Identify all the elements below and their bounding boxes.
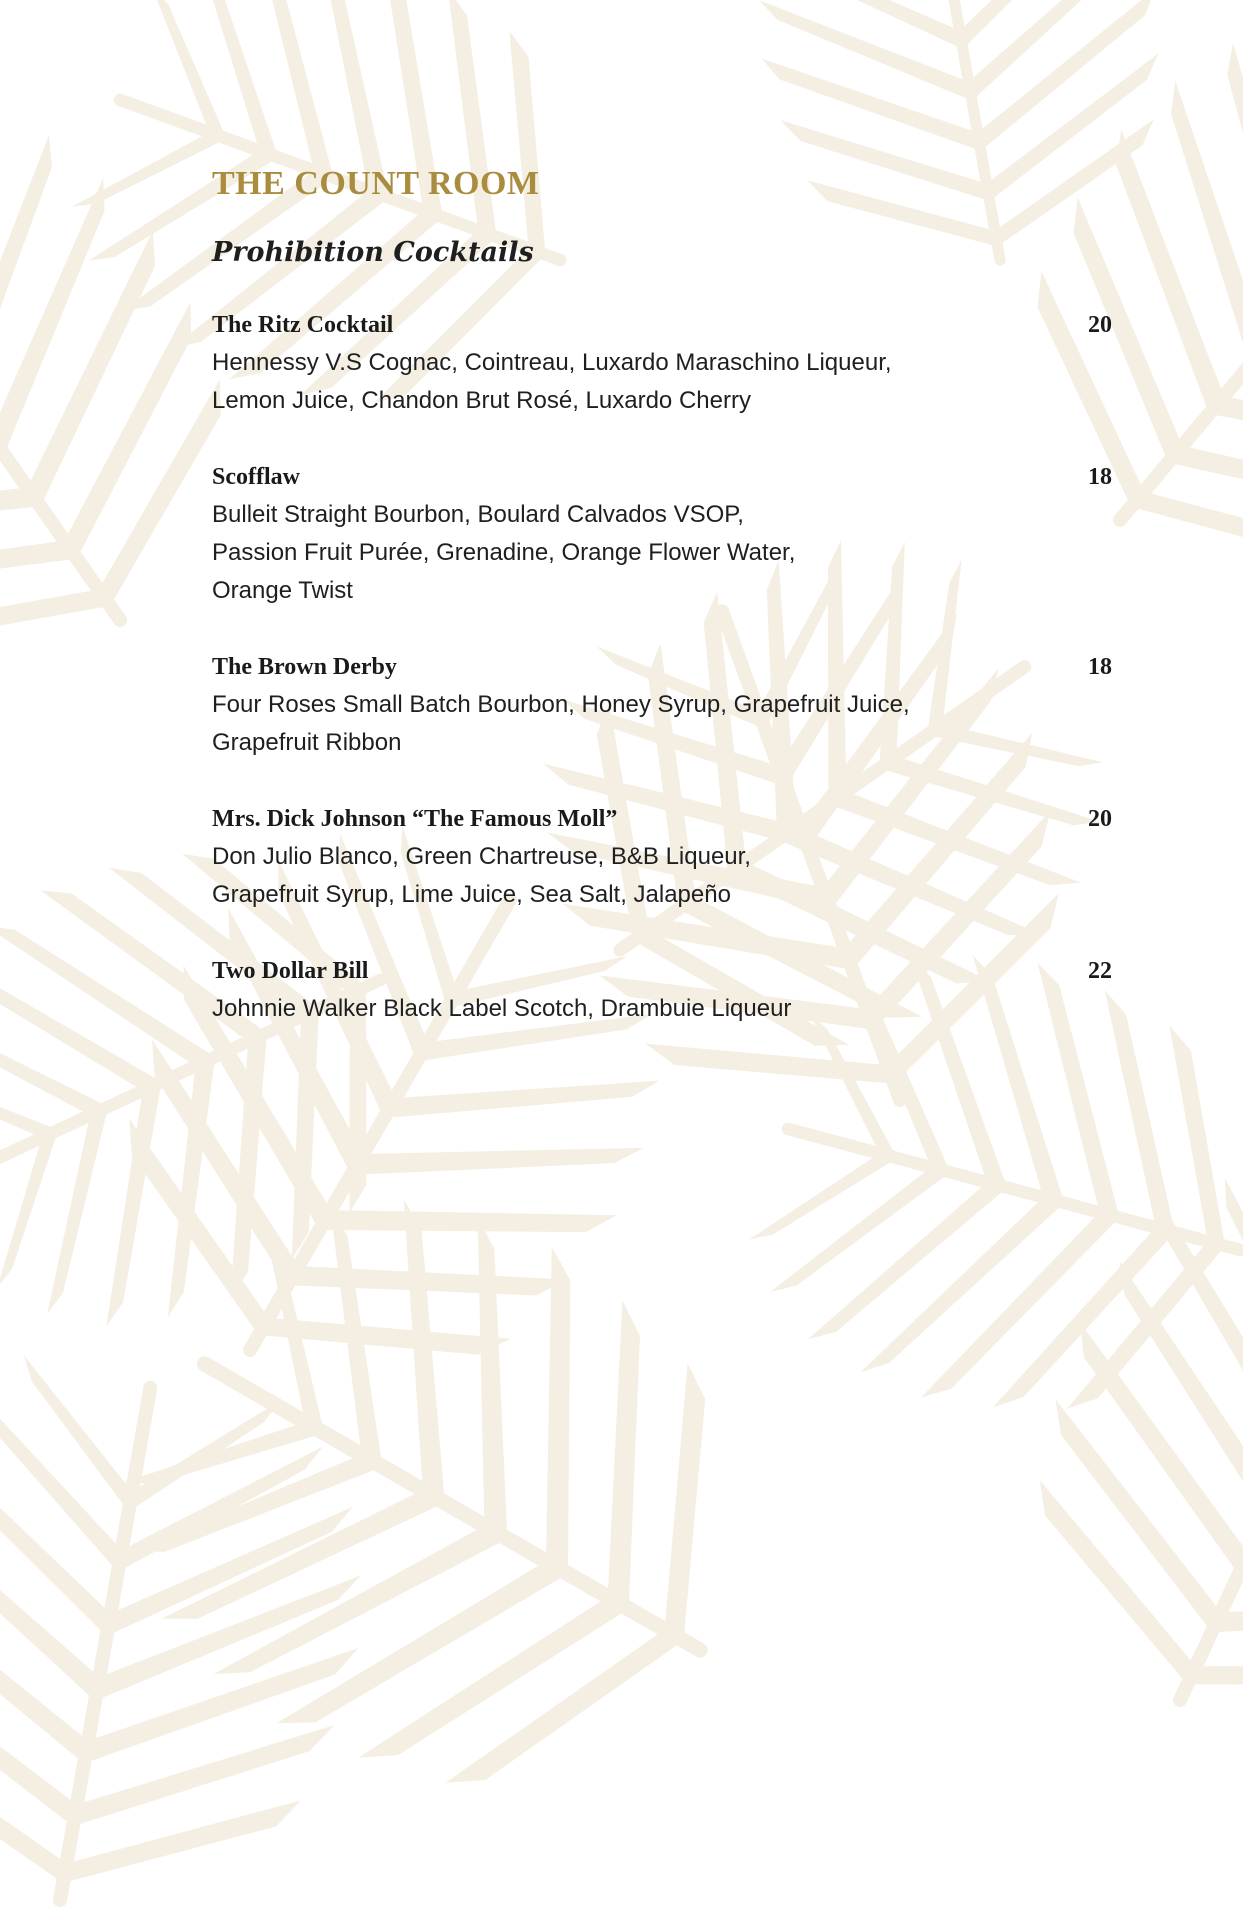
menu-item-description-line: Grapefruit Syrup, Lime Juice, Sea Salt, Jalapeño [212, 881, 731, 908]
menu-item-header [212, 648, 1112, 686]
menu-item-name: Mrs. Dick Johnson “The Famous Moll” [212, 806, 618, 832]
menu-item-header [212, 800, 1112, 838]
menu-items [212, 306, 1112, 1028]
menu-item-price: 18 [1088, 654, 1112, 680]
menu-item-name: The Ritz Cocktail [212, 312, 394, 338]
menu-item-header [212, 952, 1112, 990]
menu-item-description-line: Bulleit Straight Bourbon, Boulard Calvados VSOP, [212, 501, 744, 528]
menu-item-price: 22 [1088, 958, 1112, 984]
menu-item-price: 20 [1088, 806, 1112, 832]
menu-item-description-line: Passion Fruit Purée, Grenadine, Orange Flower Water, [212, 539, 796, 566]
menu-item [212, 306, 1112, 420]
menu-item [212, 648, 1112, 762]
menu-item-description-line: Four Roses Small Batch Bourbon, Honey Syrup, Grapefruit Juice, [212, 691, 910, 718]
menu-item-name: The Brown Derby [212, 654, 397, 680]
menu-item-description-line: Don Julio Blanco, Green Chartreuse, B&B Liqueur, [212, 843, 751, 870]
section-title: Prohibition Cocktails [212, 237, 534, 268]
menu-item-description-line: Johnnie Walker Black Label Scotch, Drambuie Liqueur [212, 995, 792, 1022]
menu-item-header [212, 458, 1112, 496]
menu-item-description-line: Hennessy V.S Cognac, Cointreau, Luxardo Maraschino Liqueur, [212, 349, 892, 376]
menu-item-name: Two Dollar Bill [212, 958, 369, 984]
menu-item-name: Scofflaw [212, 464, 300, 490]
menu-item [212, 458, 1112, 610]
menu-item-price: 18 [1088, 464, 1112, 490]
menu-item-description-line: Orange Twist [212, 577, 353, 604]
menu-item-description-line: Lemon Juice, Chandon Brut Rosé, Luxardo Cherry [212, 387, 751, 414]
menu-item-price: 20 [1088, 312, 1112, 338]
venue-title: THE COUNT ROOM [212, 165, 540, 202]
cocktail-menu [212, 160, 1112, 1028]
menu-item-header [212, 306, 1112, 344]
menu-item-description-line: Grapefruit Ribbon [212, 729, 402, 756]
menu-item [212, 952, 1112, 1028]
menu-item [212, 800, 1112, 914]
